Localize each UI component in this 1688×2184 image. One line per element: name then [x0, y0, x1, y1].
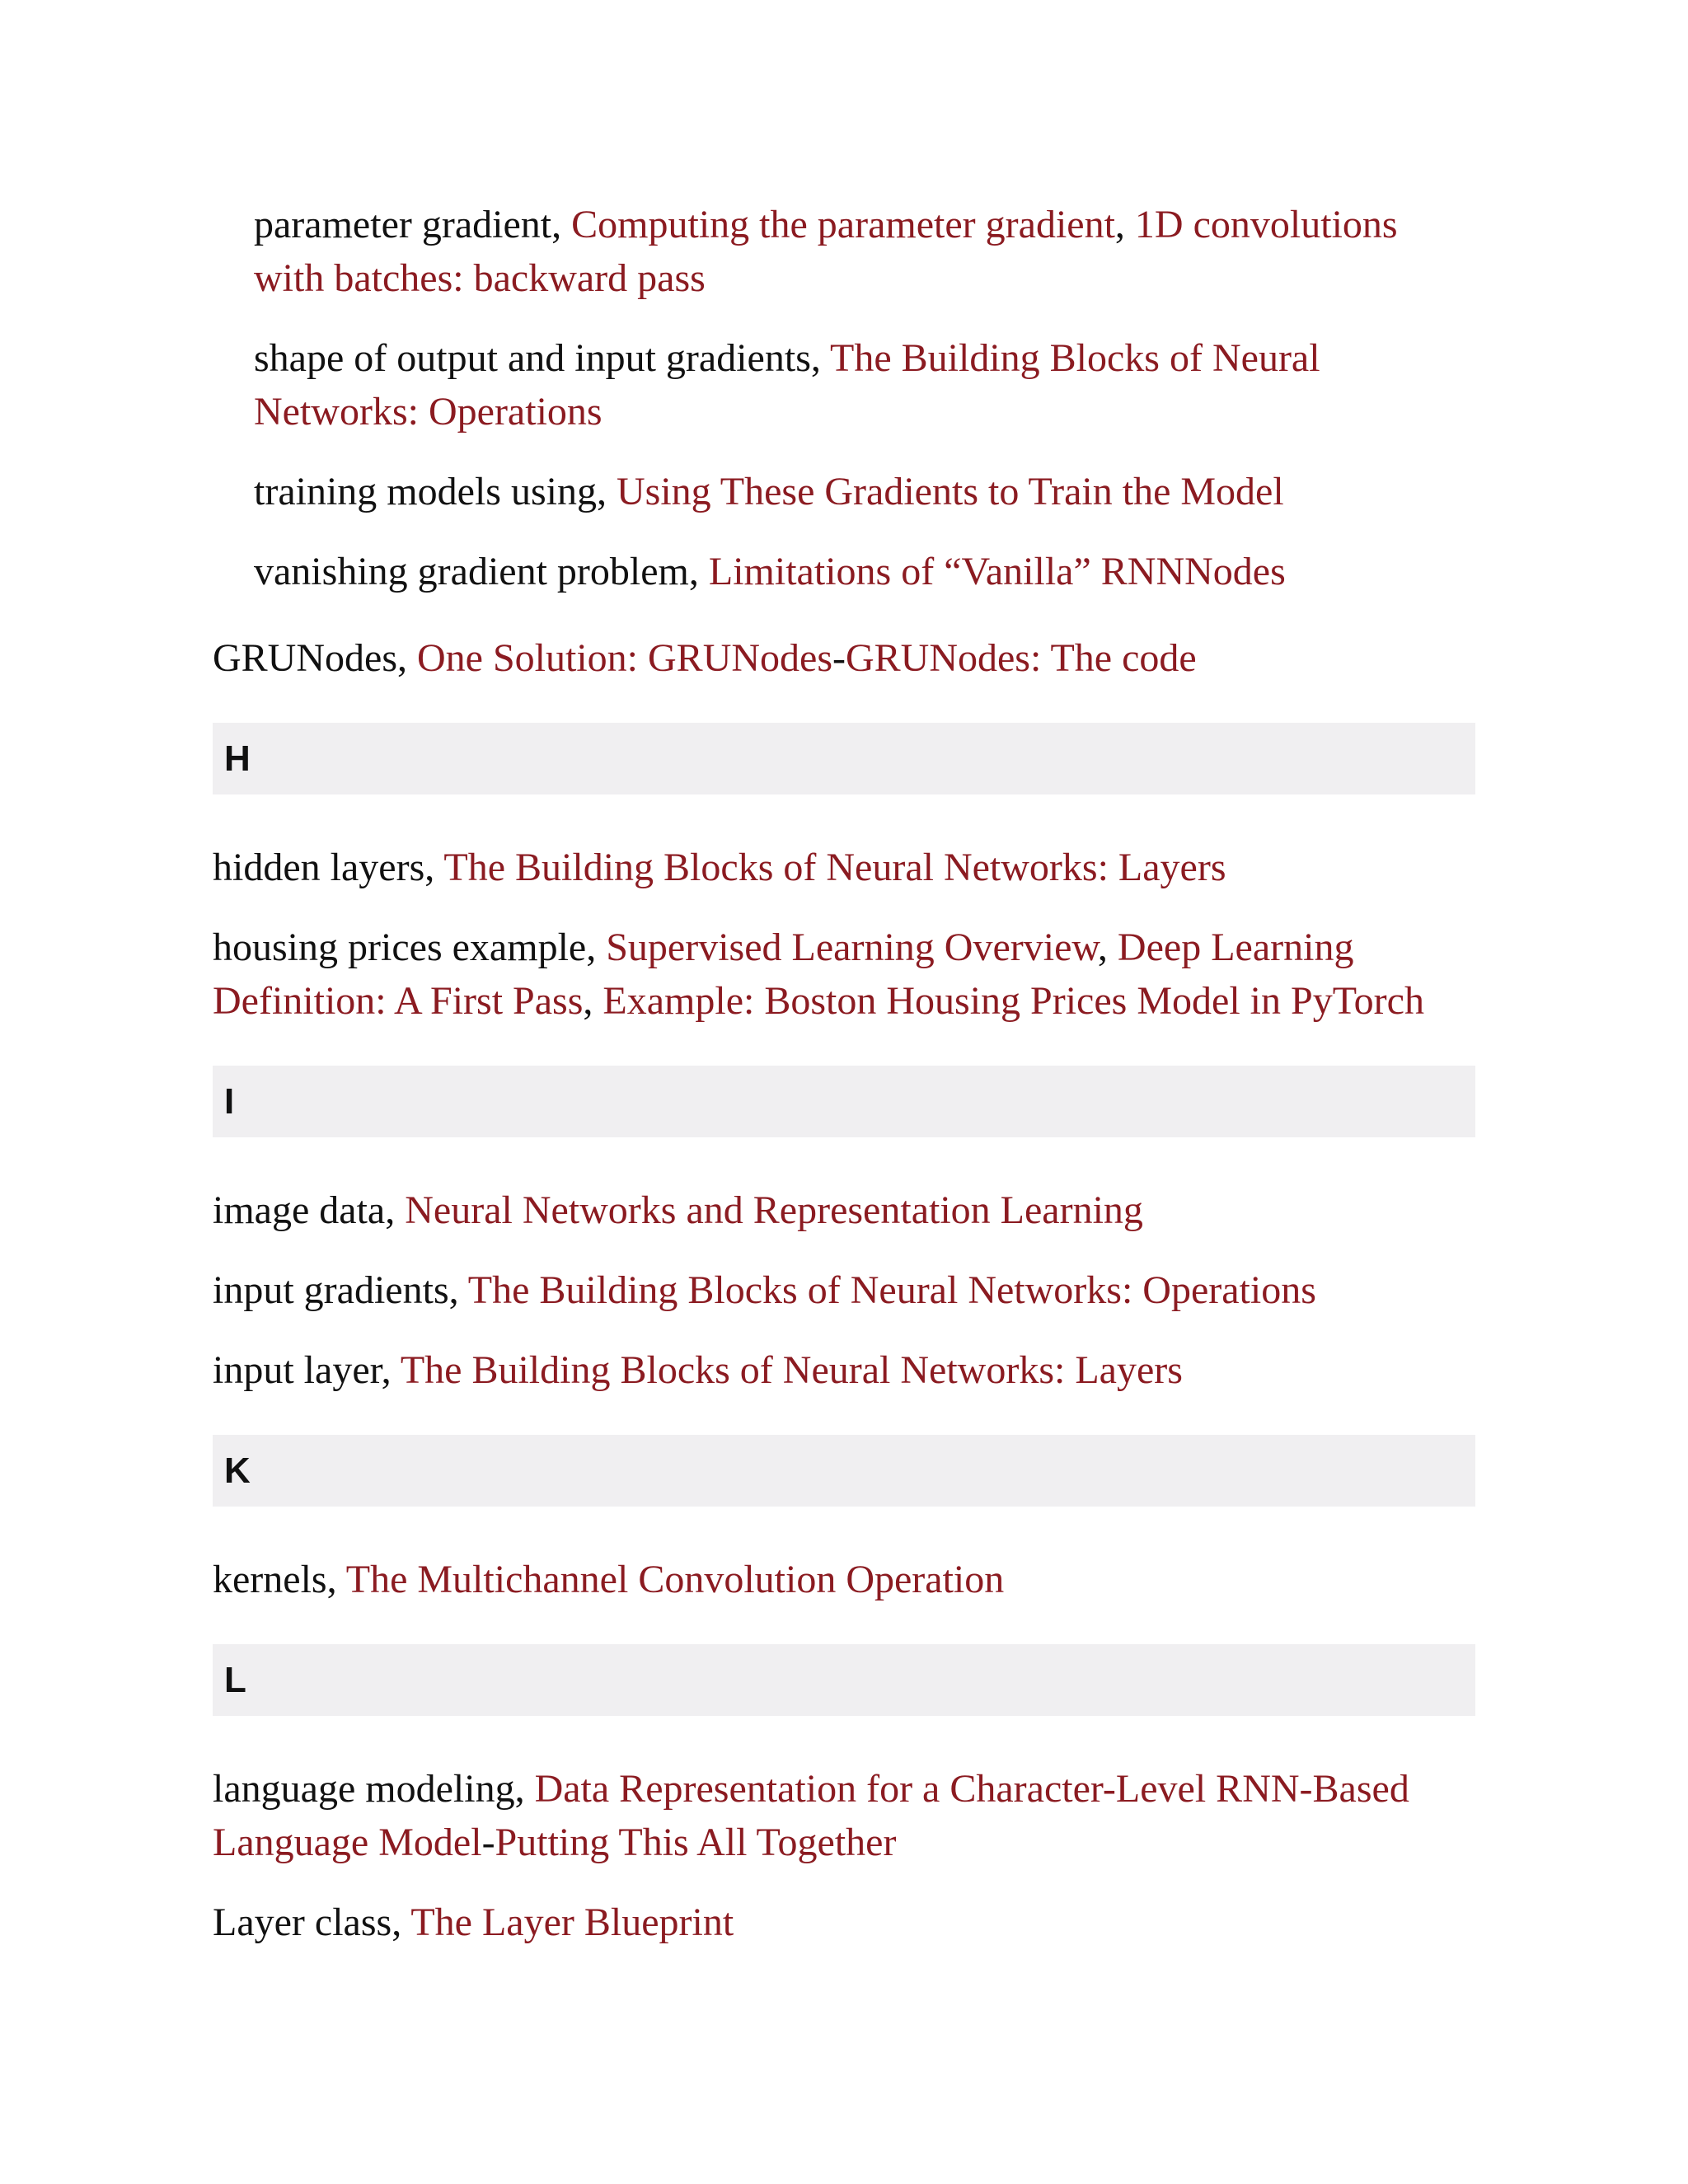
- section-letter: H: [224, 738, 251, 779]
- index-entry-language-modeling: [213, 1762, 1475, 1869]
- entry-term: vanishing gradient problem,: [254, 550, 709, 593]
- section-letter: L: [224, 1659, 246, 1700]
- index-entry-vanishing-gradient: [254, 545, 1475, 598]
- entry-link[interactable]: Data Representation for a Character-Level RNN-Based Language Model: [213, 1767, 1409, 1864]
- link-separator: ,: [1114, 203, 1135, 246]
- link-separator: -: [832, 636, 846, 680]
- entry-link[interactable]: The Building Blocks of Neural Networks: Layers: [443, 846, 1226, 889]
- section-letter: K: [224, 1450, 251, 1491]
- entry-term: hidden layers,: [213, 846, 444, 889]
- index-entry-grunodes: [213, 631, 1475, 685]
- entry-link[interactable]: GRUNodes: The code: [845, 636, 1197, 680]
- link-separator: -: [481, 1821, 495, 1864]
- entry-link[interactable]: Example: Boston Housing Prices Model in PyTorch: [603, 979, 1424, 1023]
- entry-link[interactable]: The Building Blocks of Neural Networks: Layers: [400, 1348, 1183, 1392]
- entry-term: input gradients,: [213, 1268, 468, 1312]
- entry-link[interactable]: Neural Networks and Representation Learning: [405, 1188, 1143, 1232]
- index-entry-parameter-gradient: [254, 198, 1475, 305]
- entry-term: input layer,: [213, 1348, 401, 1392]
- entry-term: Layer class,: [213, 1900, 411, 1944]
- entry-link[interactable]: Deep Learning Definition: A First Pass: [213, 926, 1354, 1023]
- section-header-l: [213, 1644, 1475, 1716]
- section-letter: I: [224, 1080, 235, 1122]
- entry-term: kernels,: [213, 1558, 346, 1601]
- entry-term: GRUNodes,: [213, 636, 417, 680]
- entry-term: language modeling,: [213, 1767, 535, 1811]
- index-entry-layer-class: [213, 1896, 1475, 1949]
- index-content: [213, 198, 1475, 1975]
- index-entry-image-data: [213, 1183, 1475, 1237]
- index-entry-input-layer: [213, 1343, 1475, 1397]
- entry-link[interactable]: The Building Blocks of Neural Networks: Operations: [254, 336, 1320, 434]
- link-separator: ,: [1097, 926, 1118, 969]
- entry-link[interactable]: 1D convolutions with batches: backward pass: [254, 203, 1398, 300]
- entry-link[interactable]: The Building Blocks of Neural Networks: Operations: [467, 1268, 1316, 1312]
- index-entry-kernels: [213, 1553, 1475, 1606]
- link-separator: ,: [583, 979, 603, 1023]
- entry-link[interactable]: One Solution: GRUNodes: [417, 636, 832, 680]
- index-entry-housing-prices: [213, 921, 1475, 1028]
- section-header-h: [213, 723, 1475, 794]
- entry-term: parameter gradient,: [254, 203, 572, 246]
- index-entry-shape-of-output: [254, 331, 1475, 438]
- entry-link[interactable]: Using These Gradients to Train the Model: [616, 470, 1284, 513]
- entry-term: image data,: [213, 1188, 406, 1232]
- entry-term: housing prices example,: [213, 926, 607, 969]
- entry-link[interactable]: The Multichannel Convolution Operation: [345, 1558, 1005, 1601]
- entry-link[interactable]: Computing the parameter gradient: [571, 203, 1115, 246]
- entry-link[interactable]: Limitations of “Vanilla” RNNNodes: [708, 550, 1286, 593]
- index-entry-training-models: [254, 465, 1475, 518]
- entry-term: shape of output and input gradients,: [254, 336, 830, 380]
- entry-link[interactable]: Supervised Learning Overview: [606, 926, 1098, 969]
- index-entry-hidden-layers: [213, 841, 1475, 894]
- entry-link[interactable]: The Layer Blueprint: [410, 1900, 734, 1944]
- section-header-k: [213, 1435, 1475, 1507]
- entry-link[interactable]: Putting This All Together: [495, 1821, 897, 1864]
- section-header-i: [213, 1066, 1475, 1137]
- index-entry-input-gradients: [213, 1263, 1475, 1317]
- entry-term: training models using,: [254, 470, 617, 513]
